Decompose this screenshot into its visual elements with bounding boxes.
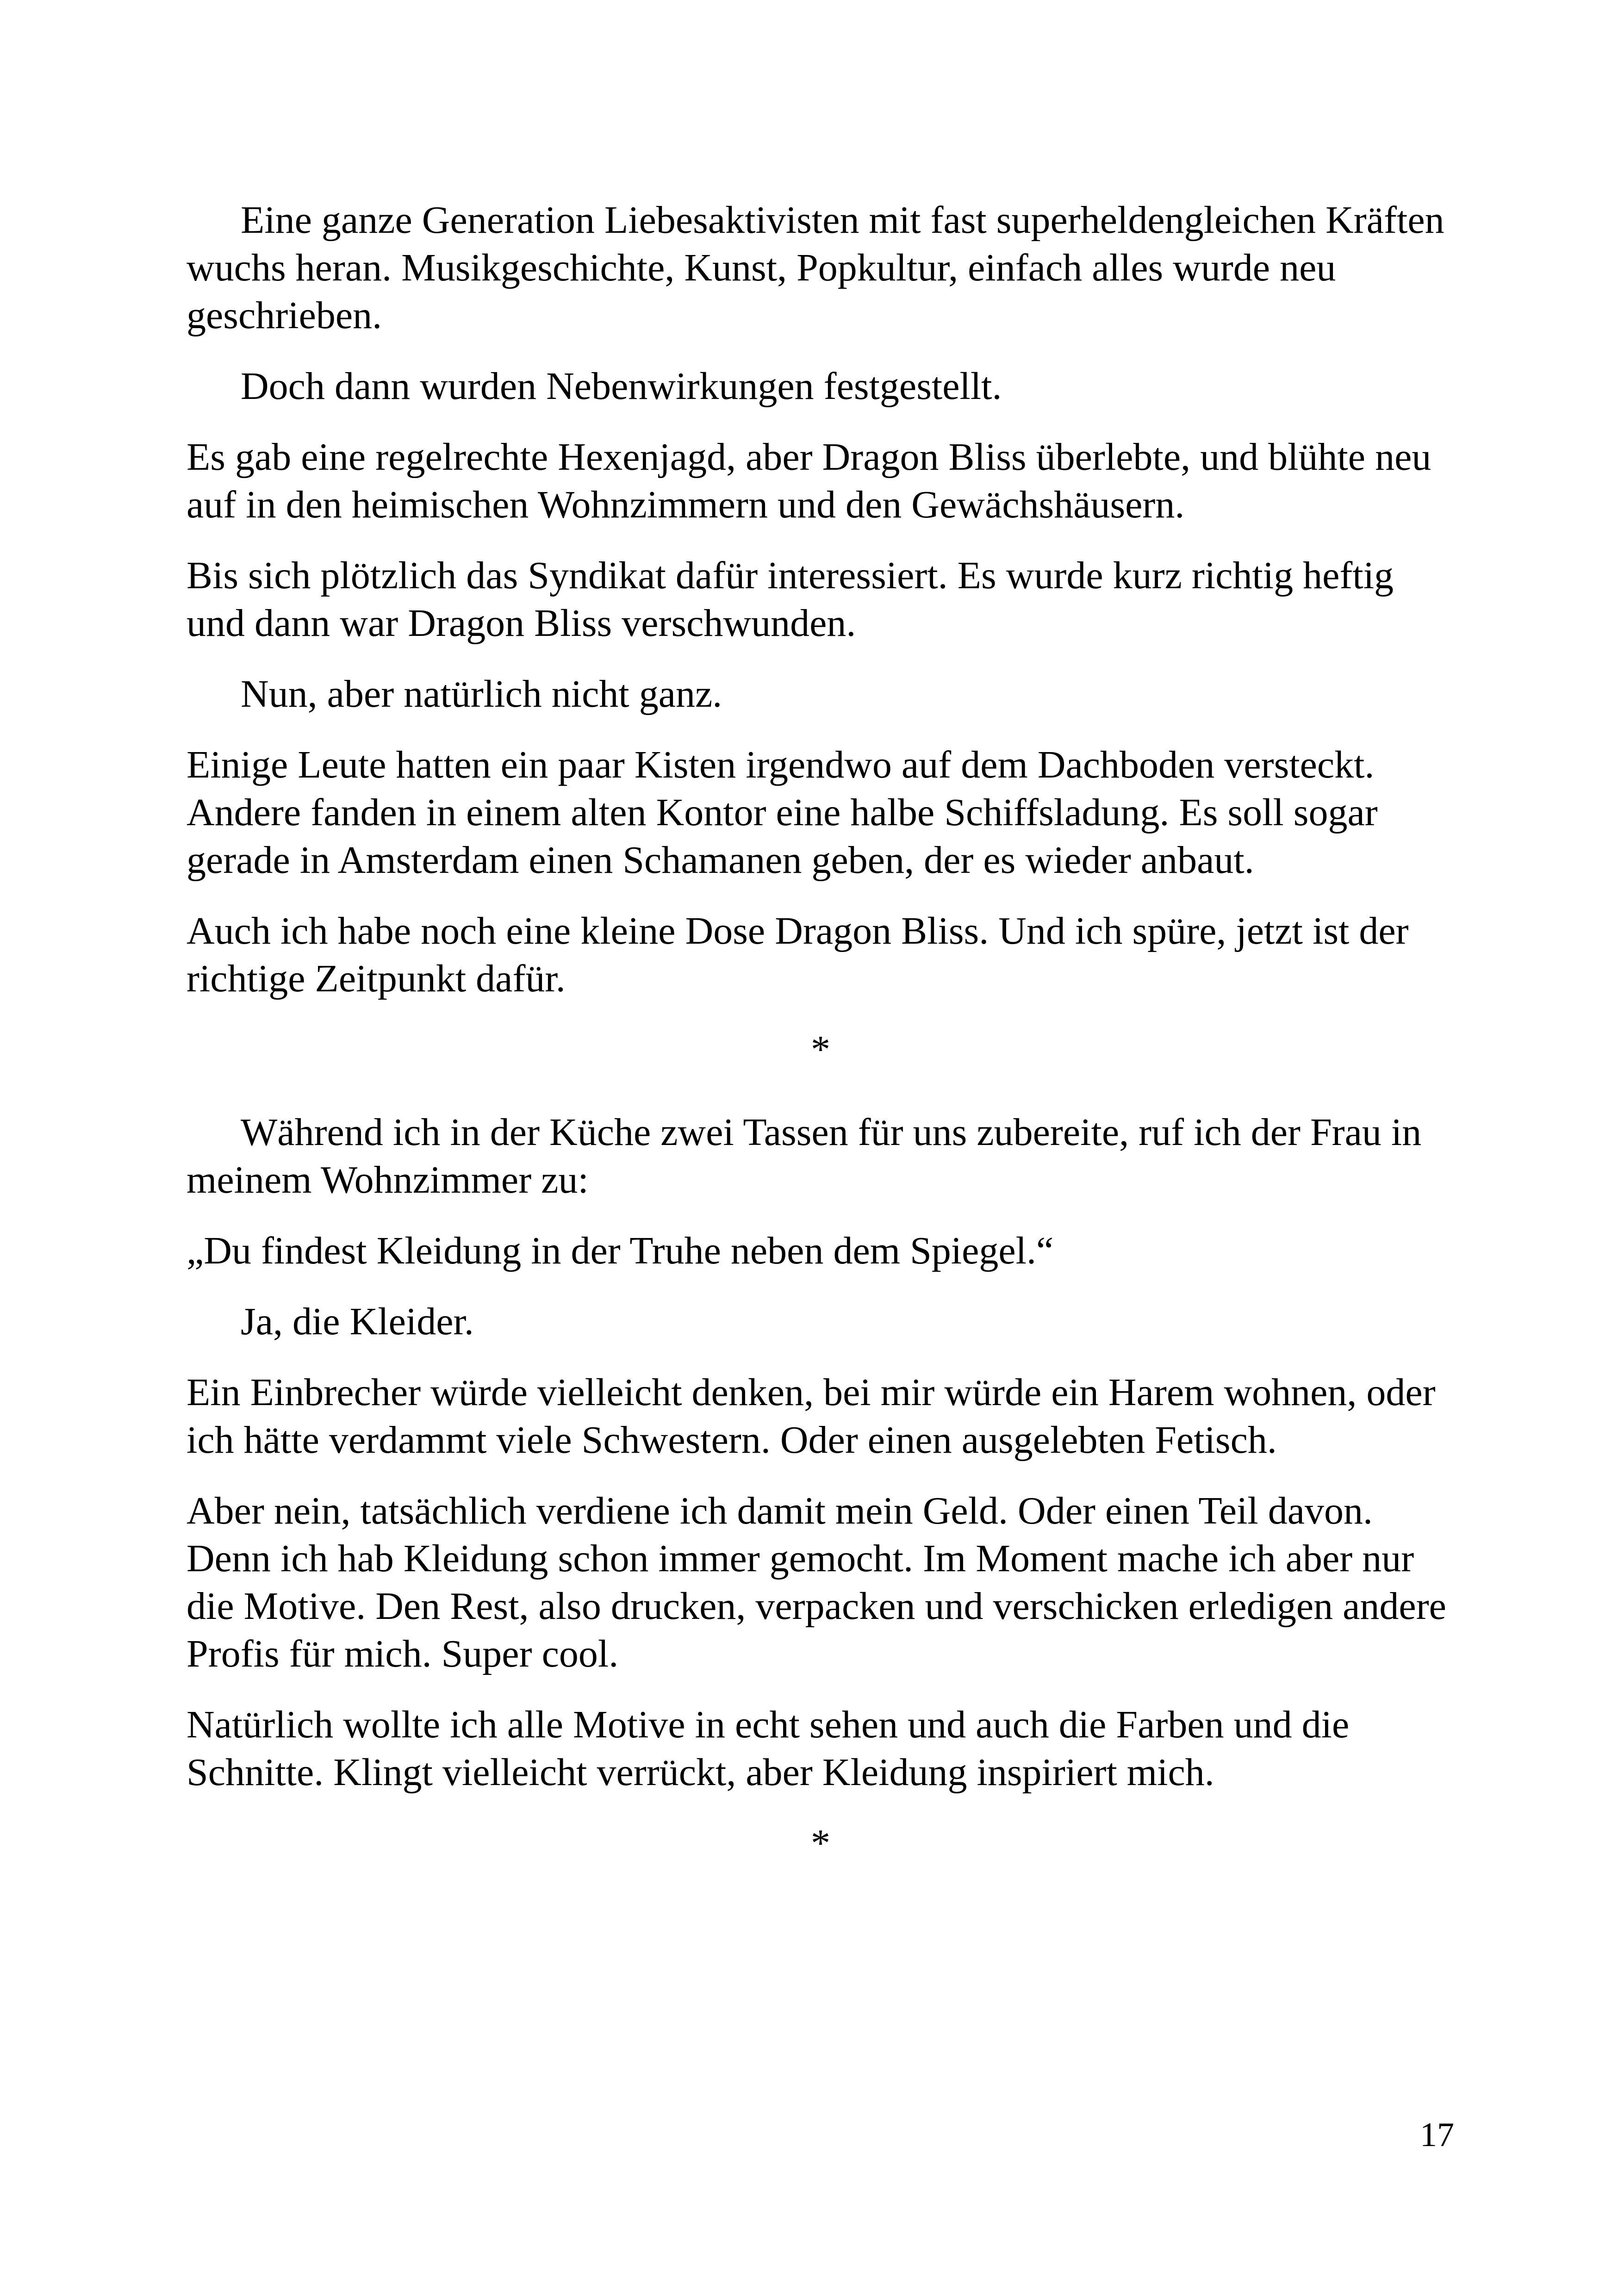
paragraph: Während ich in der Küche zwei Tassen für uns zubereite, ruf ich der Frau in meinem Wohnzimmer zu: [187,1111,1422,1201]
paragraph: Eine ganze Generation Liebesaktivisten mit fast superheldengleichen Kräften wuchs heran. Musikgeschichte, Kunst, Popkultur, einfach alles wurde neu geschrieben. [187,199,1444,337]
paragraph: Ja, die Kleider. [241,1300,474,1343]
paragraph: Es gab eine regelrechte Hexenjagd, aber Dragon Bliss überlebte, und blühte neu auf in den heimischen Wohnzimmern und den Gewächshäusern. [187,436,1431,526]
body-text [187,196,1455,1902]
paragraph: Bis sich plötzlich das Syndikat dafür interessiert. Es wurde kurz richtig heftig und dann war Dragon Bliss verschwunden. [187,554,1394,645]
paragraph: Doch dann wurden Nebenwirkungen festgestellt. [241,365,1002,408]
scene-separator: * [811,1028,830,1071]
paragraph: Auch ich habe noch eine kleine Dose Dragon Bliss. Und ich spüre, jetzt ist der richtige Zeitpunkt dafür. [187,909,1409,1000]
paragraph: Nun, aber natürlich nicht ganz. [241,672,722,716]
paragraph: Natürlich wollte ich alle Motive in echt sehen und auch die Farben und die Schnitte. Klingt vielleicht verrückt, aber Kleidung inspiriert mich. [187,1703,1350,1794]
paragraph: Aber nein, tatsächlich verdiene ich damit mein Geld. Oder einen Teil davon. Denn ich hab Kleidung schon immer gemocht. Im Moment mache ich aber nur die Motive. Den Rest, also drucken, verpacken und verschicken erledigen andere Profis für mich. Super cool. [187,1489,1446,1675]
paragraph: Ein Einbrecher würde vielleicht denken, bei mir würde ein Harem wohnen, oder ich hätte verdammt viele Schwestern. Oder einen ausgelebten Fetisch. [187,1371,1436,1462]
page-number: 17 [1420,2116,1454,2154]
scene-separator: * [811,1822,830,1865]
paragraph: „Du findest Kleidung in der Truhe neben dem Spiegel.“ [187,1229,1054,1272]
paragraph: Einige Leute hatten ein paar Kisten irgendwo auf dem Dachboden versteckt. Andere fanden in einem alten Kontor eine halbe Schiffsladung. Es soll sogar gerade in Amsterdam einen Schamanen geben, der es wieder anbaut. [187,743,1378,882]
